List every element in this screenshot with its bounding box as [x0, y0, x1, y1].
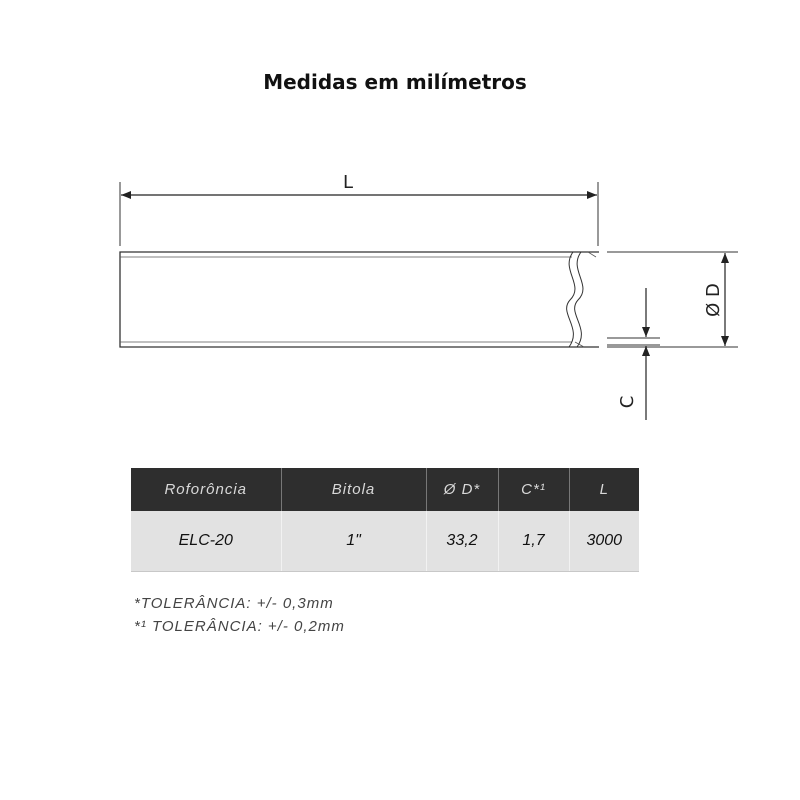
specification-table — [131, 468, 639, 572]
column-header-wall: C*¹ — [498, 468, 569, 511]
column-header-diameter: Ø D* — [426, 468, 498, 511]
cell-length: 3000 — [569, 511, 639, 572]
break-line-inner — [575, 252, 583, 347]
cell-diameter: 33,2 — [426, 511, 498, 572]
column-header-reference: Roforôncia — [131, 468, 281, 511]
section-hatch-1 — [588, 252, 596, 257]
column-header-length: L — [569, 468, 639, 511]
table-row — [131, 511, 639, 572]
tube-body — [120, 252, 599, 347]
tolerance-note-wall: *¹ TOLERÂNCIA: +/- 0,2mm — [134, 618, 345, 635]
table-header-row — [131, 468, 639, 511]
diameter-label: Ø D — [703, 283, 724, 317]
wall-label: C — [617, 395, 638, 409]
length-label: L — [342, 172, 354, 193]
column-header-gauge: Bitola — [281, 468, 426, 511]
tolerance-note-diameter: *TOLERÂNCIA: +/- 0,3mm — [134, 595, 334, 612]
break-line-outer — [567, 252, 575, 347]
tolerance-notes — [134, 592, 345, 638]
cell-reference: ELC-20 — [131, 511, 281, 572]
cell-wall: 1,7 — [498, 511, 569, 572]
page-title: Medidas em milímetros — [263, 70, 527, 94]
cell-gauge: 1" — [281, 511, 426, 572]
